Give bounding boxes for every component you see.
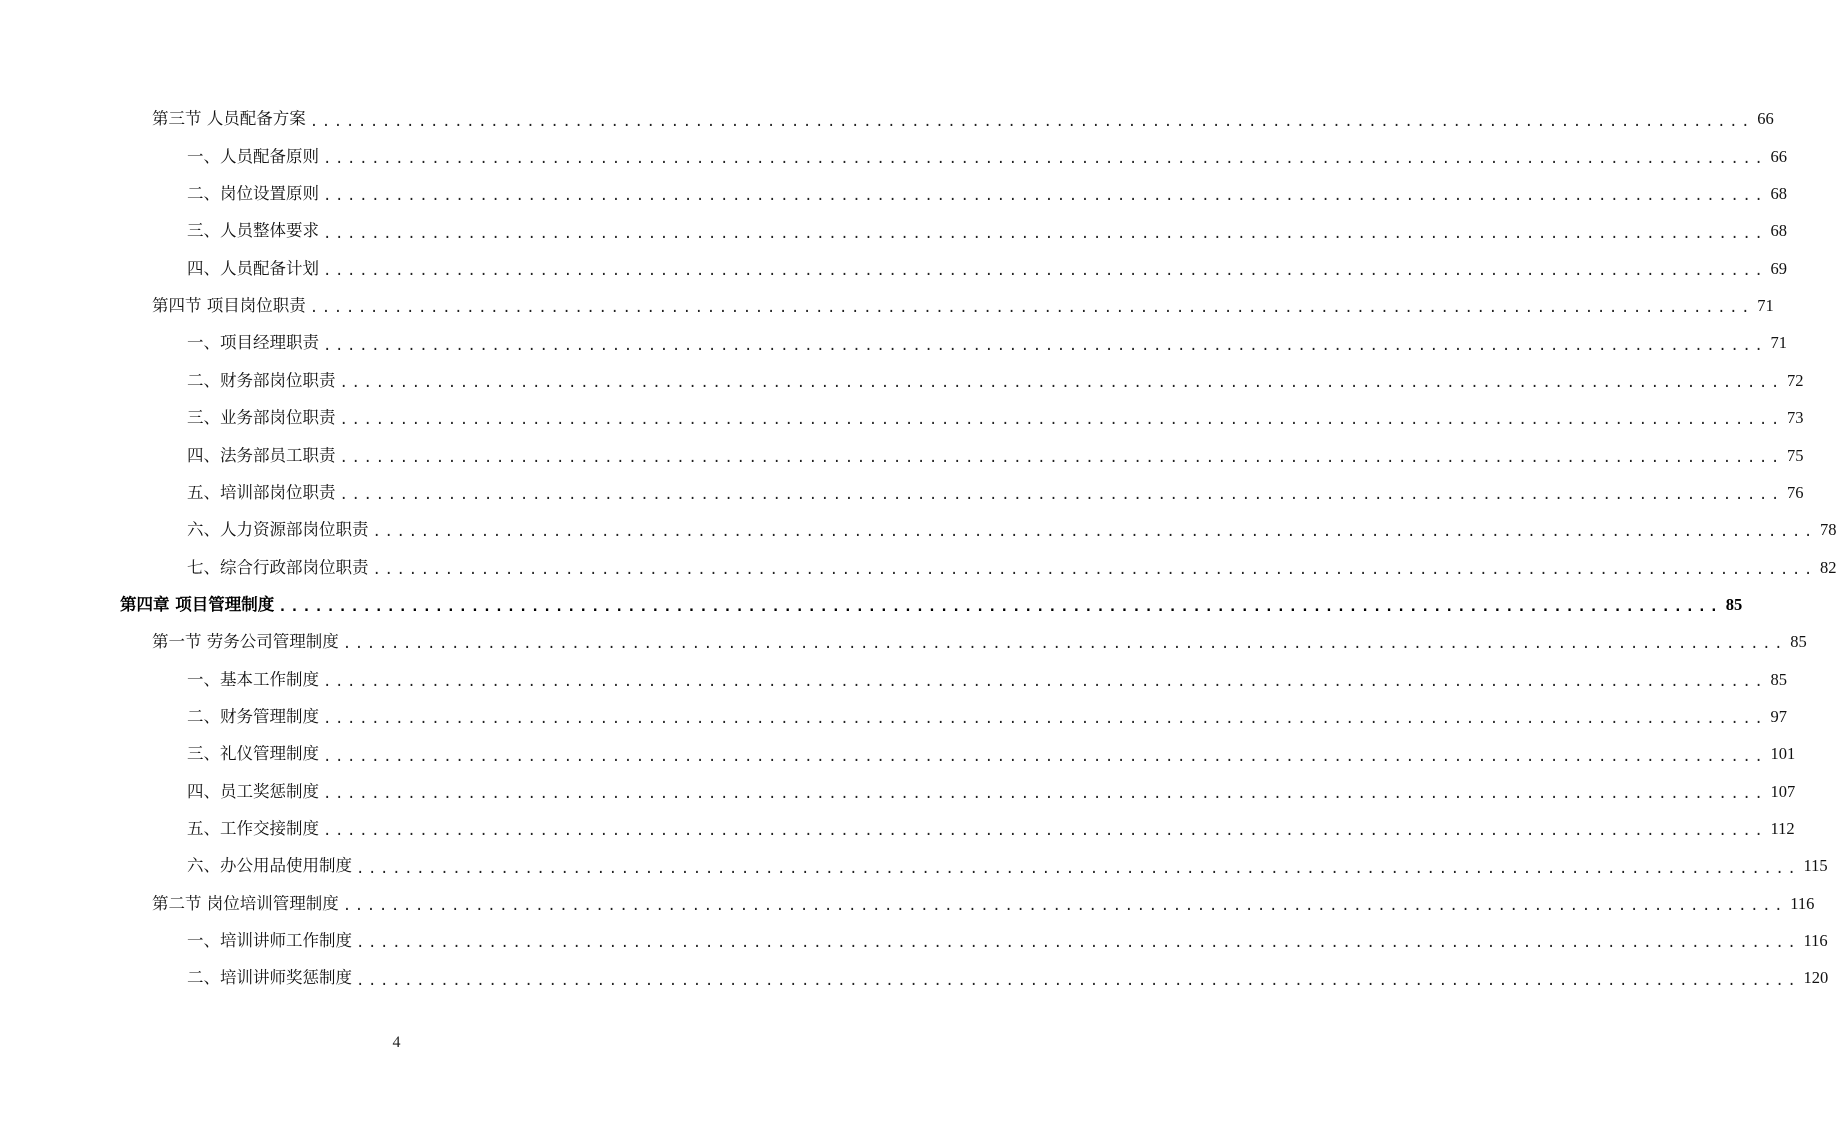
dot-leader: ........................................................................................................................ [356,935,1800,952]
dot-leader: ........................................................................................................................ [339,412,1783,429]
dot-leader: ........................................................................................................................ [323,673,1767,690]
toc-entry-title: 六、办公用品使用制度 [187,856,352,876]
toc-entry[interactable] [0,661,1787,698]
dot-leader: ........................................................................................................................ [309,300,1754,317]
toc-entry-title: 三、人员整体要求 [187,221,319,241]
toc-entry[interactable] [0,437,1804,474]
dot-leader: ........................................................................................................................ [323,785,1767,802]
toc-entry-title: 二、培训讲师奖惩制度 [187,968,352,988]
dot-leader: ........................................................................................................................ [323,711,1767,728]
toc-entry-title: 一、项目经理职责 [187,333,319,353]
toc-entry-title: 五、工作交接制度 [187,818,319,838]
toc-entry[interactable] [0,176,1787,213]
toc-entry[interactable] [0,736,1796,773]
toc-entry-page: 68 [1770,184,1787,204]
toc-entry[interactable] [0,549,1836,586]
page-number: 4 [392,1034,401,1051]
dot-leader: ........................................................................................................................ [278,599,1722,616]
toc-entry-title: 一、培训讲师工作制度 [187,930,352,950]
toc-entry[interactable] [0,288,1774,325]
dot-leader: ........................................................................................................................ [323,823,1767,840]
toc-entry[interactable] [0,400,1804,437]
toc-entry-page: 85 [1790,632,1807,652]
toc-entry-title: 二、岗位设置原则 [187,184,319,204]
toc-entry-title: 二、财务部岗位职责 [187,370,336,390]
toc-entry-title: 四、员工奖惩制度 [187,781,319,801]
toc-entry-title: 二、财务管理制度 [187,706,319,726]
toc-entry[interactable] [0,923,1828,960]
toc-entry[interactable] [0,101,1774,138]
dot-leader: ........................................................................................................................ [309,113,1754,130]
toc-entry[interactable] [0,773,1796,810]
toc-entry-page: 66 [1757,109,1774,129]
toc-entry-title: 第三节 人员配备方案 [152,109,306,129]
toc-entry-page: 85 [1770,669,1787,689]
toc-entry-page: 120 [1803,968,1829,988]
toc-entry[interactable] [0,885,1815,922]
toc-entry-title: 第二节 岗位培训管理制度 [152,893,339,913]
toc-entry-title: 三、礼仪管理制度 [187,744,319,764]
toc-entry-page: 101 [1770,744,1796,764]
toc-entry[interactable] [0,960,1829,997]
toc-entry[interactable] [0,138,1787,175]
toc-entry-page: 107 [1770,781,1796,801]
dot-leader: ........................................................................................................................ [372,561,1816,578]
toc-entry-page: 76 [1786,482,1804,502]
toc-entry[interactable] [0,699,1787,736]
toc-entry-title: 六、人力资源部岗位职责 [187,520,369,540]
toc-entry[interactable] [0,474,1804,511]
toc-entry-page: 112 [1770,818,1795,838]
toc-entry-page: 66 [1770,146,1787,166]
toc-entry-page: 115 [1803,856,1828,876]
toc-entry[interactable] [0,250,1787,287]
toc-entry-page: 82 [1819,557,1836,577]
toc-entry-title: 一、人员配备原则 [187,146,319,166]
toc-entry-title: 五、培训部岗位职责 [187,482,336,502]
dot-leader: ........................................................................................................................ [356,972,1800,989]
toc-entry-page: 116 [1803,930,1828,950]
toc-entry-title: 一、基本工作制度 [187,669,319,689]
toc-entry-page: 69 [1770,258,1787,278]
dot-leader: ........................................................................................................................ [323,188,1767,205]
table-of-contents [0,101,1836,997]
dot-leader: ........................................................................................................................ [339,375,1783,392]
toc-entry[interactable] [0,213,1787,250]
toc-entry[interactable] [0,325,1787,362]
toc-entry-page: 71 [1757,296,1774,316]
toc-entry-title: 七、综合行政部岗位职责 [187,557,369,577]
toc-entry-title: 第四节 项目岗位职责 [152,296,306,316]
toc-chapter-entry[interactable] [0,586,1743,623]
dot-leader: ........................................................................................................................ [323,151,1767,168]
dot-leader: ........................................................................................................................ [372,524,1816,541]
toc-entry-page: 85 [1725,594,1743,614]
toc-entry[interactable] [0,512,1836,549]
dot-leader: ........................................................................................................................ [342,897,1787,914]
toc-entry-page: 75 [1786,445,1804,465]
toc-entry-page: 72 [1786,370,1804,390]
toc-entry-title: 第四章 项目管理制度 [120,594,275,614]
toc-entry-title: 三、业务部岗位职责 [187,408,336,428]
toc-entry-page: 71 [1770,333,1787,353]
toc-entry[interactable] [0,811,1795,848]
dot-leader: ........................................................................................................................ [323,337,1767,354]
toc-entry-title: 第一节 劳务公司管理制度 [152,632,339,652]
toc-entry[interactable] [0,624,1807,661]
toc-entry-page: 78 [1819,520,1836,540]
dot-leader: ........................................................................................................................ [339,487,1783,504]
toc-entry[interactable] [0,362,1804,399]
toc-entry-page: 73 [1786,408,1804,428]
toc-entry-title: 四、人员配备计划 [187,258,319,278]
dot-leader: ........................................................................................................................ [339,449,1783,466]
toc-entry-page: 68 [1770,221,1787,241]
dot-leader: ........................................................................................................................ [356,860,1800,877]
toc-entry[interactable] [0,848,1828,885]
dot-leader: ........................................................................................................................ [323,225,1767,242]
toc-entry-title: 四、法务部员工职责 [187,445,336,465]
dot-leader: ........................................................................................................................ [323,748,1767,765]
dot-leader: ........................................................................................................................ [342,636,1787,653]
toc-entry-page: 97 [1770,706,1787,726]
toc-entry-page: 116 [1790,893,1815,913]
dot-leader: ........................................................................................................................ [323,263,1767,280]
